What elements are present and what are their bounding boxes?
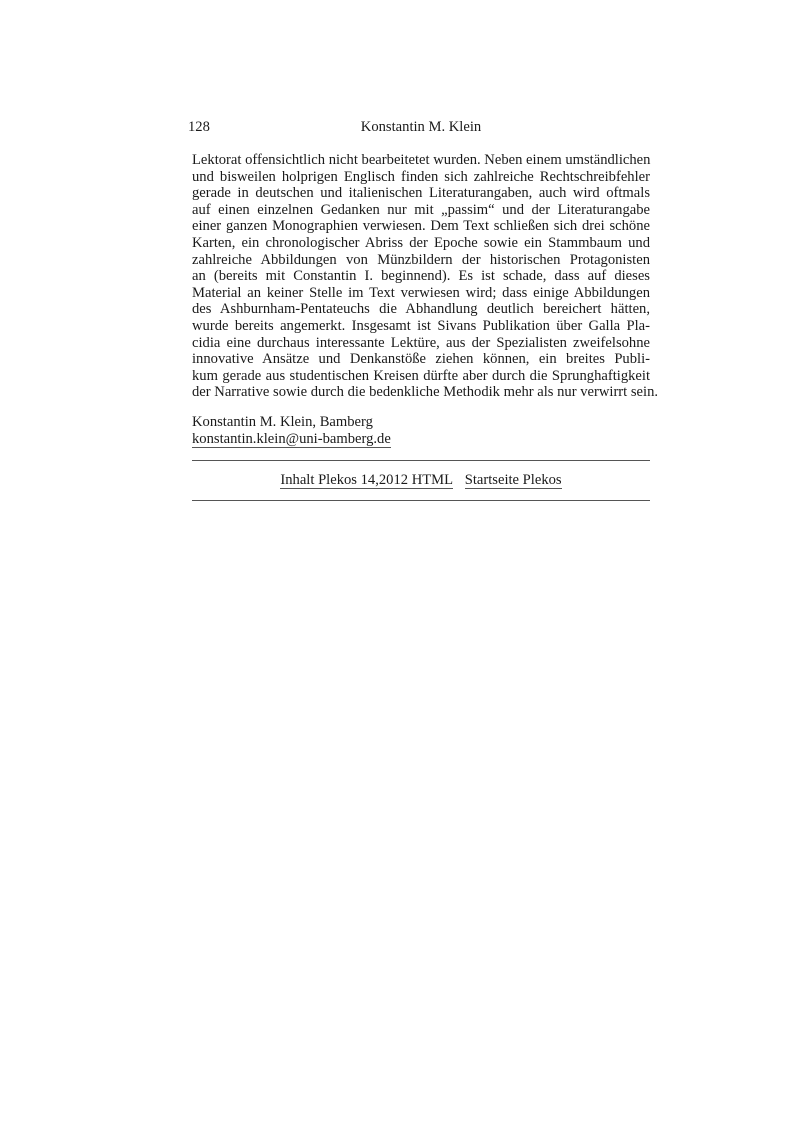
footer-nav: [192, 471, 650, 489]
text-line: Karten, ein chronologischer Abriss der Epoche sowie ein Stammbaum und: [192, 234, 650, 251]
text-line: cidia eine durchaus interessante Lektüre, aus der Spezialisten zweifelsohne: [192, 334, 650, 351]
text-line: zahlreiche Abbildungen von Münzbildern der historischen Protagonisten: [192, 251, 650, 268]
text-line: wurde bereits angemerkt. Insgesamt ist Sivans Publikation über Galla Pla-: [192, 317, 650, 334]
text-line: Lektorat offensichtlich nicht bearbeitetet wurden. Neben einem umständlichen: [192, 152, 651, 168]
home-link[interactable]: Startseite Plekos: [464, 472, 562, 488]
body-paragraph: [192, 152, 659, 401]
divider-top: [192, 460, 650, 461]
text-line: gerade in deutschen und italienischen Literaturangaben, auch wird oftmals: [192, 185, 650, 202]
text-line: Material an keiner Stelle im Text verwiesen wird; dass einige Abbildungen: [192, 284, 650, 301]
text-line: und bisweilen holprigen Englisch finden sich zahlreiche Rechtschreibfehler: [192, 168, 650, 185]
text-line: auf einen einzelnen Gedanken nur mit „passim“ und der Literaturangabe: [192, 201, 650, 218]
text-line: innovative Ansätze und Denkanstöße ziehen können, ein breites Publi-: [192, 351, 650, 368]
signature: [192, 414, 391, 447]
author-name: Konstantin M. Klein, Bamberg: [192, 414, 373, 430]
text-line: einer ganzen Monographien verwiesen. Dem Text schließen sich drei schöne: [192, 218, 650, 235]
divider-bottom: [192, 500, 650, 501]
page-number: 128: [188, 119, 210, 135]
running-title: Konstantin M. Klein: [360, 119, 482, 135]
page-header: [188, 119, 650, 137]
text-line: des Ashburnham-Pentateuchs die Abhandlung deutlich bereichert hätten,: [192, 301, 650, 318]
contents-link[interactable]: Inhalt Plekos 14,2012 HTML: [280, 472, 454, 488]
text-line: kum gerade aus studentischen Kreisen dürfte aber durch die Sprunghaftigkeit: [192, 367, 650, 384]
author-email-link[interactable]: konstantin.klein@uni-bamberg.de: [192, 430, 391, 447]
text-line: an (bereits mit Constantin I. beginnend). Es ist schade, dass auf dieses: [192, 268, 650, 285]
text-line: der Narrative sowie durch die bedenkliche Methodik mehr als nur verwirrt sein.: [192, 384, 659, 401]
document-page: [188, 0, 659, 1131]
